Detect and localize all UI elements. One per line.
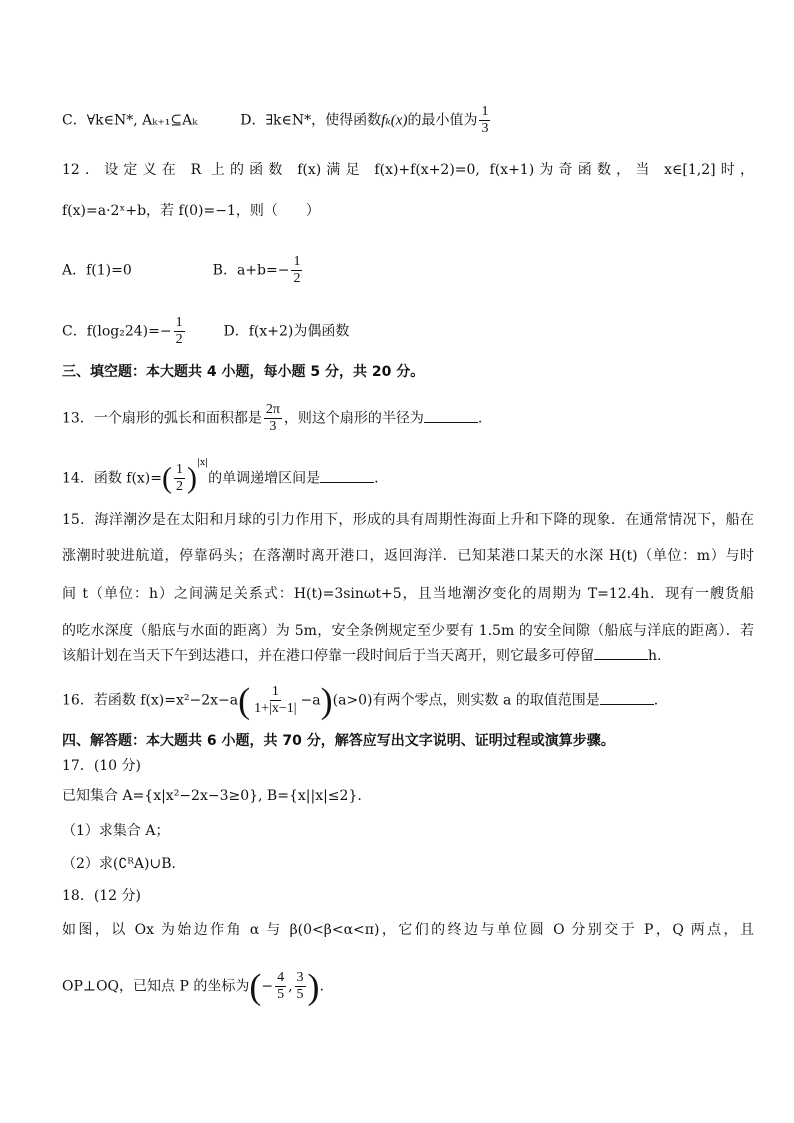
q11-option-d-func: fₖ(x)	[381, 112, 408, 129]
q16-fraction	[252, 684, 298, 717]
fraction-denominator: 2	[175, 332, 183, 347]
q13-end: .	[477, 410, 483, 427]
q11-option-d-prefix: D．∃k∈N*，使得函数	[240, 112, 382, 129]
q15-end: h.	[648, 648, 662, 664]
fraction-denominator: 5	[296, 987, 304, 1002]
q16-prefix: 16．若函数 f(x)=x²−2x−a	[62, 692, 239, 709]
q16-suffix: (a>0)有两个零点，则实数 a 的取值范围是	[332, 692, 600, 709]
q18-line2	[62, 966, 754, 1007]
q15-line3: 间 t（单位：h）之间满足关系式：H(t)=3sinωt+5，且当地潮汐变化的周期为 T=12.4h．现有一艘货船	[62, 586, 754, 602]
right-paren: )	[187, 461, 197, 495]
q15-line5-prefix: 该船计划在当天下午到达港口，并在港口停靠一段时间后于当天离开，则它最多可停留	[62, 648, 594, 664]
q18-title: 18．(12 分)	[62, 888, 142, 904]
fraction-numerator: 2π	[265, 402, 280, 417]
fraction-denominator: 3	[269, 419, 277, 434]
q18-x-fraction	[275, 970, 286, 1003]
q12-stem-line2: f(x)=a·2ˣ+b，若 f(0)=−1，则（ ）	[62, 203, 320, 219]
section3-heading: 三、填空题：本大题共 4 小题，每小题 5 分，共 20 分。	[62, 364, 425, 380]
fraction-numerator: 3	[296, 970, 304, 985]
fraction-numerator: 1	[481, 104, 489, 119]
q18-minus: −	[261, 978, 274, 995]
left-paren: (	[249, 966, 262, 1007]
q14-end: .	[374, 470, 379, 487]
fraction-denominator: 3	[481, 121, 489, 136]
q16	[62, 680, 754, 721]
q15-line5	[62, 645, 754, 666]
q17-title: 17．(10 分)	[62, 758, 142, 774]
q14-answer-blank[interactable]	[320, 468, 374, 483]
q15-answer-blank[interactable]	[594, 645, 648, 660]
q17-part2: （2）求(∁ᴿA)∪B.	[62, 856, 176, 872]
fraction-numerator: 1	[176, 462, 183, 477]
q12-option-b-prefix: B．a+b=−	[212, 262, 290, 279]
q17-stem: 已知集合 A={x|x²−2x−3≥0}, B={x||x|≤2}.	[62, 788, 362, 804]
fraction-denominator: 1+|x−1|	[254, 701, 297, 716]
right-paren: )	[320, 680, 333, 721]
q12-option-c-prefix: C．f(log₂24)=−	[62, 323, 172, 340]
q12-option-d: D．f(x+2)为偶函数	[223, 323, 350, 340]
q18-comma: ,	[288, 978, 293, 995]
q13-answer-blank[interactable]	[424, 408, 478, 423]
q12-option-c-fraction	[174, 315, 185, 348]
q14-fraction	[174, 462, 185, 495]
q12-options-cd	[62, 315, 754, 348]
q16-answer-blank[interactable]	[600, 690, 654, 705]
fraction-numerator: 1	[271, 684, 279, 699]
q13-prefix: 13．一个扇形的弧长和面积都是	[62, 410, 262, 427]
q14-prefix: 14．函数 f(x)=	[62, 470, 162, 487]
fraction-numerator: 1	[175, 315, 183, 330]
q15-line4: 的吃水深度（船底与水面的距离）为 5m，安全条例规定至少要有 1.5m 的安全间隙（船底与洋底的距离）．若	[62, 623, 754, 639]
fraction-denominator: 2	[176, 479, 183, 494]
q13	[62, 402, 754, 435]
q18-y-fraction	[295, 970, 306, 1003]
left-paren: (	[162, 461, 172, 495]
q11-option-d-mid: 的最小值为	[407, 112, 478, 129]
q13-suffix: ，则这个扇形的半径为	[283, 410, 424, 427]
section4-heading: 四、解答题：本大题共 6 小题，共 70 分，解答应写出文字说明、证明过程或演算步骤。	[62, 733, 615, 749]
q16-inner-tail: −a	[300, 692, 321, 709]
q16-end: .	[653, 692, 659, 709]
q18-line1: 如图，以 Ox 为始边作角 α 与 β(0<β<α<π)，它们的终边与单位圆 O 分别交于 P，Q 两点，且	[62, 922, 754, 938]
q11-option-c: C．∀k∈N*, Aₖ₊₁⊆Aₖ	[62, 112, 198, 129]
fraction-numerator: 1	[293, 254, 301, 269]
q11-option-d-fraction	[479, 104, 490, 137]
fraction-denominator: 2	[293, 271, 301, 286]
q18-end: .	[319, 978, 324, 995]
q18-line2-prefix: OP⊥OQ，已知点 P 的坐标为	[62, 978, 250, 995]
q12-option-a: A．f(1)=0	[62, 262, 132, 279]
left-paren: (	[238, 680, 251, 721]
q12-stem-line1: 12．设定义在 R 上的函数 f(x)满足 f(x)+f(x+2)=0, f(x+1)为奇函数，当 x∈[1,2]时，	[62, 162, 754, 178]
q14-suffix: 的单调递增区间是	[208, 470, 321, 487]
q12-option-b-fraction	[291, 254, 302, 287]
q11-options	[62, 104, 754, 137]
q17-part1: （1）求集合 A；	[62, 823, 170, 839]
q12-options-ab	[62, 254, 754, 287]
fraction-numerator: 4	[277, 970, 285, 985]
fraction-denominator: 5	[277, 987, 285, 1002]
q15-line2: 涨潮时驶进航道，停靠码头；在落潮时离开港口，返回海洋．已知某港口某天的水深 H(t)（单位：m）与时	[62, 548, 754, 564]
q14	[62, 457, 754, 495]
q13-fraction	[264, 402, 282, 435]
q15-line1: 15．海洋潮汐是在太阳和月球的引力作用下，形成的具有周期性海面上升和下降的现象．在通常情况下，船在	[62, 512, 754, 528]
right-paren: )	[307, 966, 320, 1007]
q14-exponent: |x|	[197, 457, 209, 468]
